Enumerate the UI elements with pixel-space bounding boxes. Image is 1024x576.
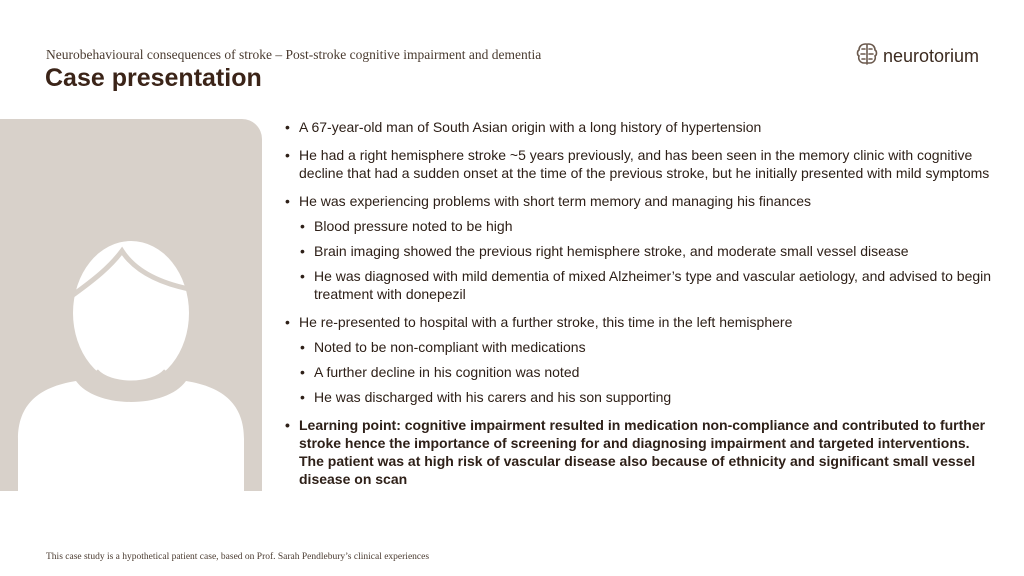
slide-title: Case presentation xyxy=(45,64,262,92)
bullet-item: • He re-presented to hospital with a further stroke, this time in the left hemisphere xyxy=(284,313,994,331)
sub-bullet-item: • He was discharged with his carers and his son supporting xyxy=(299,388,994,406)
sub-bullet-item: • Noted to be non-compliant with medications xyxy=(299,338,994,356)
brain-logo-icon xyxy=(856,42,878,71)
slide-subtitle: Neurobehavioural consequences of stroke – Post-stroke cognitive impairment and dementia xyxy=(46,47,542,62)
avatar-panel xyxy=(0,119,262,491)
footnote: This case study is a hypothetical patient case, based on Prof. Sarah Pendlebury’s clinical experiences xyxy=(46,552,430,562)
bullet-item: • He had a right hemisphere stroke ~5 years previously, and has been seen in the memory clinic with cognitive decline that had a sudden onset at the time of the previous stroke, but he initially presented with mild symptoms xyxy=(284,146,994,182)
case-bullet-list xyxy=(284,118,994,488)
bullet-item: • He was experiencing problems with short term memory and managing his finances xyxy=(284,192,994,210)
learning-point: • Learning point: cognitive impairment resulted in medication non-compliance and contributed to further stroke hence the importance of screening for and diagnosing impairment and targeted interventions. The patient was at high risk of vascular disease also because of ethnicity and significant small vessel disease on scan xyxy=(284,416,994,488)
sub-bullet-item: • A further decline in his cognition was noted xyxy=(299,363,994,381)
person-avatar-icon xyxy=(0,478,262,491)
bullet-item: • A 67-year-old man of South Asian origin with a long history of hypertension xyxy=(284,118,994,136)
sub-bullet-item: • Blood pressure noted to be high xyxy=(299,217,994,235)
logo-text: neurotorium xyxy=(883,45,980,66)
sub-bullet-item: • Brain imaging showed the previous right hemisphere stroke, and moderate small vessel disease xyxy=(299,242,994,260)
sub-bullet-item: • He was diagnosed with mild dementia of mixed Alzheimer’s type and vascular aetiology, and advised to begin treatment with donepezil xyxy=(299,267,994,303)
neurotorium-logo xyxy=(856,42,979,70)
